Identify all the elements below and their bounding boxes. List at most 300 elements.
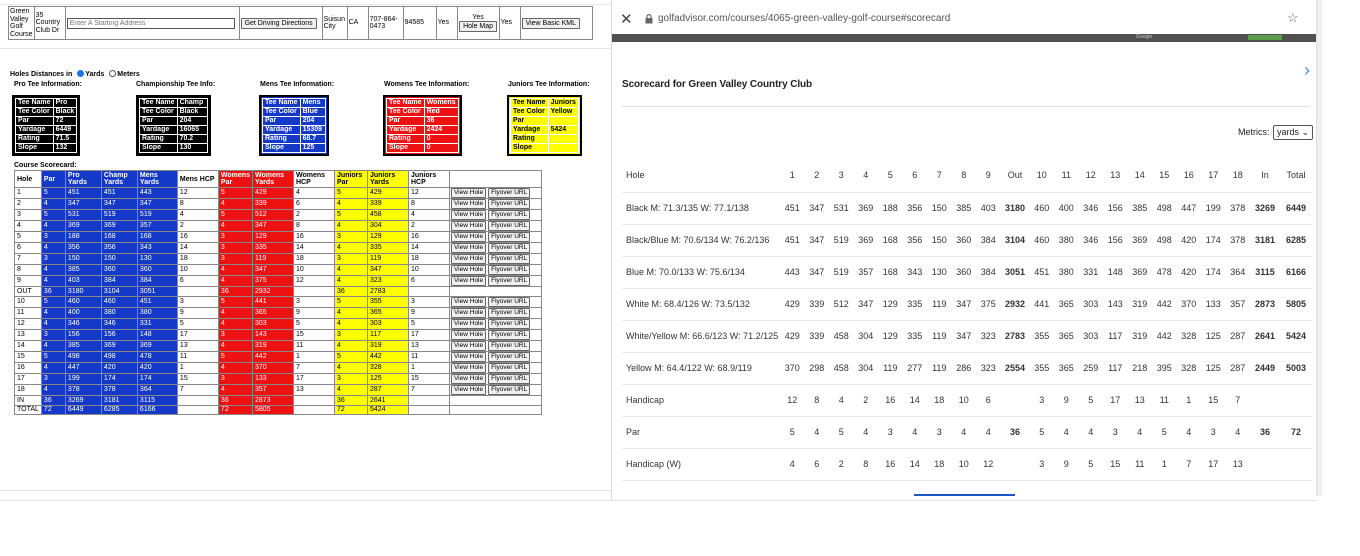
score-cell: 3	[829, 158, 854, 192]
scorecard-row	[622, 224, 1312, 256]
chevron-right-icon[interactable]: ›	[1304, 60, 1310, 80]
column-header: Womens Yards	[252, 171, 293, 188]
score-cell: 2	[829, 448, 854, 480]
table-cell: 3	[41, 254, 65, 265]
table-cell: 347	[252, 265, 293, 276]
table-cell: 150	[65, 254, 101, 265]
score-cell: 16	[1177, 158, 1202, 192]
table-cell: 443	[137, 188, 177, 199]
tee-field-label: Rating	[511, 135, 549, 144]
view-hole-button[interactable]: View Hole	[451, 385, 486, 395]
table-cell: 2	[293, 210, 334, 221]
table-cell: 4	[293, 188, 334, 199]
table-row	[15, 374, 542, 385]
flyover-url-button[interactable]: Flyover URL	[488, 210, 530, 220]
score-cell: 1	[780, 158, 805, 192]
score-cell: 3104	[1001, 224, 1030, 256]
row-actions	[449, 385, 541, 396]
table-cell: 5	[41, 188, 65, 199]
table-row	[15, 319, 542, 330]
score-cell: 460	[1030, 224, 1055, 256]
score-cell: 365	[1054, 320, 1079, 352]
flyover-url-button[interactable]: Flyover URL	[488, 330, 530, 340]
table-cell: 125	[367, 374, 408, 385]
table-cell: 5424	[367, 406, 408, 415]
table-cell: 199	[65, 374, 101, 385]
table-cell	[408, 287, 449, 297]
tee-field-value: 72	[53, 117, 77, 126]
table-cell: 17	[293, 374, 334, 385]
table-cell: 6166	[137, 406, 177, 415]
flyover-url-button[interactable]: Flyover URL	[488, 363, 530, 373]
score-cell: 17	[1103, 384, 1128, 416]
tee-field-label: Yardage	[511, 126, 549, 135]
table-cell: 2	[408, 221, 449, 232]
row-actions	[449, 406, 541, 415]
score-cell: 10	[1030, 158, 1055, 192]
column-header: Hole	[622, 158, 780, 192]
score-cell: 4	[1054, 416, 1079, 448]
row-actions	[449, 297, 541, 308]
table-cell: 36	[218, 396, 252, 406]
table-cell: 15	[177, 374, 218, 385]
table-cell: 119	[252, 254, 293, 265]
score-cell: 357	[854, 256, 879, 288]
table-cell: 384	[101, 276, 137, 287]
tee-field-value: 132	[53, 144, 77, 153]
score-cell: 125	[1201, 320, 1226, 352]
table-cell: 3	[334, 232, 367, 243]
score-cell: 303	[1079, 320, 1104, 352]
tee-field-label: Tee Name	[16, 99, 54, 108]
juniors-tee-table	[507, 95, 582, 156]
view-hole-button[interactable]: View Hole	[451, 188, 486, 198]
map-badge	[1248, 35, 1282, 40]
score-cell: 347	[805, 256, 830, 288]
flyover-url-button[interactable]: Flyover URL	[488, 297, 530, 307]
score-cell: 347	[952, 288, 977, 320]
table-cell: 2	[177, 221, 218, 232]
yards-radio[interactable]	[77, 70, 84, 77]
table-cell: 3115	[137, 396, 177, 406]
scorecard-row	[622, 448, 1312, 480]
flyover-url-button[interactable]: Flyover URL	[488, 232, 530, 242]
table-row	[15, 385, 542, 396]
row-actions	[449, 276, 541, 287]
score-cell: 357	[1226, 288, 1251, 320]
score-cell: 36	[1250, 416, 1280, 448]
view-hole-button[interactable]: View Hole	[451, 374, 486, 384]
score-cell: 458	[829, 352, 854, 384]
flyover-url-button[interactable]: Flyover URL	[488, 221, 530, 231]
scorecard-table	[622, 158, 1312, 481]
score-cell: 12	[1079, 158, 1104, 192]
table-cell: 303	[367, 319, 408, 330]
table-cell: 4	[218, 363, 252, 374]
table-cell: 6	[408, 276, 449, 287]
tee-field-label: Yardage	[387, 126, 425, 135]
score-cell: 369	[854, 224, 879, 256]
table-cell: 16	[408, 232, 449, 243]
flyover-url-button[interactable]: Flyover URL	[488, 243, 530, 253]
table-cell: 339	[252, 199, 293, 210]
close-icon[interactable]: ✕	[620, 11, 633, 28]
table-cell: 347	[101, 199, 137, 210]
score-cell: 14	[903, 448, 928, 480]
score-cell: 2	[805, 158, 830, 192]
table-row	[15, 210, 542, 221]
tee-field-label: Par	[263, 117, 301, 126]
table-row	[15, 363, 542, 374]
tee-field-value: Red	[424, 108, 458, 117]
score-cell: 9	[976, 158, 1001, 192]
flyover-url-button[interactable]: Flyover URL	[488, 374, 530, 384]
view-hole-button[interactable]: View Hole	[451, 352, 486, 362]
tee-field-value: 125	[300, 144, 325, 153]
score-cell: 13	[1226, 448, 1251, 480]
view-hole-button[interactable]: View Hole	[451, 308, 486, 318]
scrollbar[interactable]	[1316, 0, 1322, 496]
table-cell	[177, 287, 218, 297]
score-cell: 365	[1054, 352, 1079, 384]
meters-radio[interactable]	[109, 70, 116, 77]
get-directions-button[interactable]: Get Driving Directions	[241, 18, 317, 29]
view-hole-button[interactable]: View Hole	[451, 199, 486, 209]
score-cell: 286	[952, 352, 977, 384]
score-cell: 395	[1152, 352, 1177, 384]
tee-field-value: Juniors	[548, 99, 578, 108]
score-cell: 429	[780, 320, 805, 352]
score-cell: 304	[854, 352, 879, 384]
map-label: Google	[1136, 34, 1153, 40]
tee-field-value: 0	[424, 135, 458, 144]
table-cell: 1	[408, 363, 449, 374]
score-cell: 17	[1201, 448, 1226, 480]
score-cell: 6	[903, 158, 928, 192]
table-cell: 2	[15, 199, 42, 210]
score-cell: Total	[1280, 158, 1312, 192]
scorecard-row	[622, 288, 1312, 320]
row-actions	[449, 374, 541, 385]
score-cell: 277	[903, 352, 928, 384]
row-actions	[449, 363, 541, 374]
mens-tee-heading: Mens Tee Information:	[260, 81, 335, 88]
score-cell: 15	[1201, 384, 1226, 416]
tee-field-label: Tee Name	[140, 99, 178, 108]
view-hole-button[interactable]: View Hole	[451, 243, 486, 253]
row-actions	[449, 232, 541, 243]
table-cell: 4	[334, 341, 367, 352]
table-cell: 4	[218, 199, 252, 210]
view-hole-button[interactable]: View Hole	[451, 341, 486, 351]
score-cell: 2449	[1250, 352, 1280, 384]
table-cell: 346	[65, 319, 101, 330]
table-cell: 17	[15, 374, 42, 385]
tee-field-value: 5424	[548, 126, 578, 135]
score-cell: 365	[1054, 288, 1079, 320]
tee-field-value	[548, 144, 578, 153]
score-cell: 130	[927, 256, 952, 288]
score-cell: 1	[1152, 448, 1177, 480]
tee-field-label: Tee Name	[511, 99, 549, 108]
table-cell: 11	[177, 352, 218, 363]
score-cell: 384	[976, 224, 1001, 256]
table-cell: 7	[15, 254, 42, 265]
table-cell: 4	[218, 221, 252, 232]
grid-line	[0, 490, 612, 491]
table-cell: 133	[252, 374, 293, 385]
table-cell: 143	[252, 330, 293, 341]
view-kml-button[interactable]: View Basic KML	[522, 18, 580, 29]
table-cell: 385	[65, 341, 101, 352]
table-cell	[408, 406, 449, 415]
score-cell: 319	[1128, 288, 1153, 320]
table-cell: 5	[41, 297, 65, 308]
table-cell: 357	[252, 385, 293, 396]
score-cell: 9	[1054, 448, 1079, 480]
table-cell: 2873	[252, 396, 293, 406]
score-cell: 328	[1177, 352, 1202, 384]
table-cell: 287	[367, 385, 408, 396]
score-cell: 360	[952, 256, 977, 288]
table-cell: 5	[334, 297, 367, 308]
tee-field-label: Rating	[387, 135, 425, 144]
flyover-url-button[interactable]: Flyover URL	[488, 352, 530, 362]
row-actions	[449, 319, 541, 330]
score-cell: 356	[903, 224, 928, 256]
table-cell: 12	[408, 188, 449, 199]
score-cell: 36	[1001, 416, 1030, 448]
table-cell: 5	[218, 352, 252, 363]
view-hole-button[interactable]: View Hole	[451, 276, 486, 286]
score-cell: 304	[854, 320, 879, 352]
score-cell: 451	[1030, 256, 1055, 288]
table-cell: 10	[408, 265, 449, 276]
scorecard-row	[622, 384, 1312, 416]
table-cell: 2932	[252, 287, 293, 297]
score-cell: 519	[829, 256, 854, 288]
table-cell: 3181	[101, 396, 137, 406]
table-cell: 7	[293, 363, 334, 374]
table-cell: 4	[218, 385, 252, 396]
table-cell: 3	[218, 232, 252, 243]
table-cell: 335	[367, 243, 408, 254]
score-cell: 16	[878, 384, 903, 416]
table-row	[15, 308, 542, 319]
hole-map-button[interactable]: Hole Map	[459, 21, 497, 32]
table-cell: 3269	[65, 396, 101, 406]
flyover-url-button[interactable]: Flyover URL	[488, 276, 530, 286]
table-cell: 5	[218, 210, 252, 221]
column-header: Hole	[15, 171, 42, 188]
column-header: Pro Yards	[65, 171, 101, 188]
table-cell: 5	[334, 188, 367, 199]
table-row	[15, 297, 542, 308]
table-cell: 360	[101, 265, 137, 276]
tee-field-label: Tee Name	[387, 99, 425, 108]
view-hole-button[interactable]: View Hole	[451, 319, 486, 329]
course-name: Green Valley Golf Course	[9, 7, 35, 40]
score-cell: 3051	[1001, 256, 1030, 288]
column-header: Womens Par	[218, 171, 252, 188]
flyover-url-button[interactable]: Flyover URL	[488, 385, 530, 395]
flyover-url-button[interactable]: Flyover URL	[488, 341, 530, 351]
scorecard-row	[622, 192, 1312, 224]
score-cell: 323	[976, 320, 1001, 352]
table-cell	[177, 396, 218, 406]
row-label: Black/Blue M: 70.6/134 W: 76.2/136	[622, 224, 780, 256]
score-cell: 15	[1103, 448, 1128, 480]
table-cell: 451	[101, 188, 137, 199]
score-cell: 3269	[1250, 192, 1280, 224]
table-cell: 357	[137, 221, 177, 232]
score-cell: 347	[805, 192, 830, 224]
tee-field-value	[548, 135, 578, 144]
view-hole-button[interactable]: View Hole	[451, 297, 486, 307]
table-cell: 72	[334, 406, 367, 415]
score-cell: 5805	[1280, 288, 1312, 320]
flyover-url-button[interactable]: Flyover URL	[488, 188, 530, 198]
flyover-url-button[interactable]: Flyover URL	[488, 308, 530, 318]
tee-field-label: Tee Color	[511, 108, 549, 117]
table-row	[15, 232, 542, 243]
table-cell: 9	[15, 276, 42, 287]
flyover-url-button[interactable]: Flyover URL	[488, 265, 530, 275]
table-cell: 442	[252, 352, 293, 363]
table-cell: 1	[177, 363, 218, 374]
table-cell: 16	[15, 363, 42, 374]
score-cell: 18	[1226, 158, 1251, 192]
score-cell: 125	[1201, 352, 1226, 384]
tee-field-label: Tee Name	[263, 99, 301, 108]
view-hole-button[interactable]: View Hole	[451, 221, 486, 231]
table-cell: 16	[293, 232, 334, 243]
score-cell: 5	[829, 416, 854, 448]
table-cell: 1	[293, 352, 334, 363]
table-cell: 519	[101, 210, 137, 221]
score-cell: 360	[952, 224, 977, 256]
table-cell: 5	[334, 210, 367, 221]
actions-header	[449, 171, 541, 188]
score-cell: 369	[1128, 224, 1153, 256]
table-cell: 460	[65, 297, 101, 308]
tee-info-grid	[386, 98, 459, 153]
score-cell: 7	[1177, 448, 1202, 480]
table-cell: 4	[218, 308, 252, 319]
score-cell: 442	[1152, 320, 1177, 352]
table-cell: 2783	[367, 287, 408, 297]
view-hole-button[interactable]: View Hole	[451, 363, 486, 373]
score-cell: 12	[976, 448, 1001, 480]
tee-field-value: Black	[177, 108, 207, 117]
score-cell: 11	[1152, 384, 1177, 416]
score-cell: 5	[1079, 448, 1104, 480]
flyover-url-button[interactable]: Flyover URL	[488, 319, 530, 329]
score-cell: 4	[854, 158, 879, 192]
tee-info-grid	[139, 98, 208, 153]
score-cell: 355	[1030, 320, 1055, 352]
view-hole-button[interactable]: View Hole	[451, 265, 486, 275]
row-label: White/Yellow M: 66.6/123 W: 71.2/125	[622, 320, 780, 352]
table-cell: 119	[367, 254, 408, 265]
flyover-url-button[interactable]: Flyover URL	[488, 199, 530, 209]
table-cell: 15	[293, 330, 334, 341]
score-cell: 117	[1103, 352, 1128, 384]
table-cell: 6	[293, 199, 334, 210]
table-cell: 11	[15, 308, 42, 319]
table-cell: 168	[101, 232, 137, 243]
score-cell: 129	[878, 320, 903, 352]
view-hole-button[interactable]: View Hole	[451, 210, 486, 220]
scorecard-row	[622, 320, 1312, 352]
table-cell: 4	[41, 199, 65, 210]
tee-field-label: Slope	[511, 144, 549, 153]
table-cell: 346	[101, 319, 137, 330]
table-cell: 130	[137, 254, 177, 265]
table-cell: 14	[177, 243, 218, 254]
table-cell: 319	[367, 341, 408, 352]
address-bar[interactable]: golfadvisor.com/courses/4065-green-valley-golf-course#scorecard	[658, 13, 951, 24]
score-cell: 4	[829, 384, 854, 416]
view-hole-button[interactable]: View Hole	[451, 232, 486, 242]
table-cell: 4	[334, 276, 367, 287]
course-info-row	[8, 6, 593, 40]
table-row	[15, 188, 542, 199]
row-actions	[449, 330, 541, 341]
row-label: Par	[622, 416, 780, 448]
table-cell: 3	[218, 243, 252, 254]
score-cell: 380	[1054, 224, 1079, 256]
table-cell: OUT	[15, 287, 42, 297]
tee-field-label: Tee Color	[16, 108, 54, 117]
row-actions	[449, 254, 541, 265]
bookmark-star-icon[interactable]: ☆	[1287, 10, 1299, 25]
score-cell: 156	[1103, 192, 1128, 224]
metrics-select[interactable]: yards ⌄	[1273, 125, 1313, 140]
score-cell: 148	[1103, 256, 1128, 288]
score-cell: 18	[927, 384, 952, 416]
table-cell: 14	[408, 243, 449, 254]
score-cell: 460	[1030, 192, 1055, 224]
score-cell: 143	[1103, 288, 1128, 320]
table-cell: 18	[408, 254, 449, 265]
table-cell: 347	[252, 221, 293, 232]
score-cell: 188	[878, 192, 903, 224]
score-cell: 458	[829, 320, 854, 352]
view-hole-button[interactable]: View Hole	[451, 330, 486, 340]
tee-field-value: 16065	[177, 126, 207, 135]
row-actions	[449, 308, 541, 319]
table-cell: 13	[177, 341, 218, 352]
score-cell: 129	[878, 288, 903, 320]
divider	[0, 500, 1316, 501]
starting-address-input[interactable]	[67, 18, 235, 29]
course-scorecard	[14, 170, 542, 415]
flyover-url-button[interactable]: Flyover URL	[488, 254, 530, 264]
score-cell: 13	[1103, 158, 1128, 192]
score-cell: 150	[927, 224, 952, 256]
view-hole-button[interactable]: View Hole	[451, 254, 486, 264]
score-cell: 8	[854, 448, 879, 480]
table-cell: 451	[65, 188, 101, 199]
table-cell	[408, 396, 449, 406]
table-cell: 3104	[101, 287, 137, 297]
score-cell: 15	[1152, 158, 1177, 192]
table-cell: 365	[367, 308, 408, 319]
table-cell: 36	[41, 287, 65, 297]
table-cell: 150	[101, 254, 137, 265]
table-cell: 148	[137, 330, 177, 341]
